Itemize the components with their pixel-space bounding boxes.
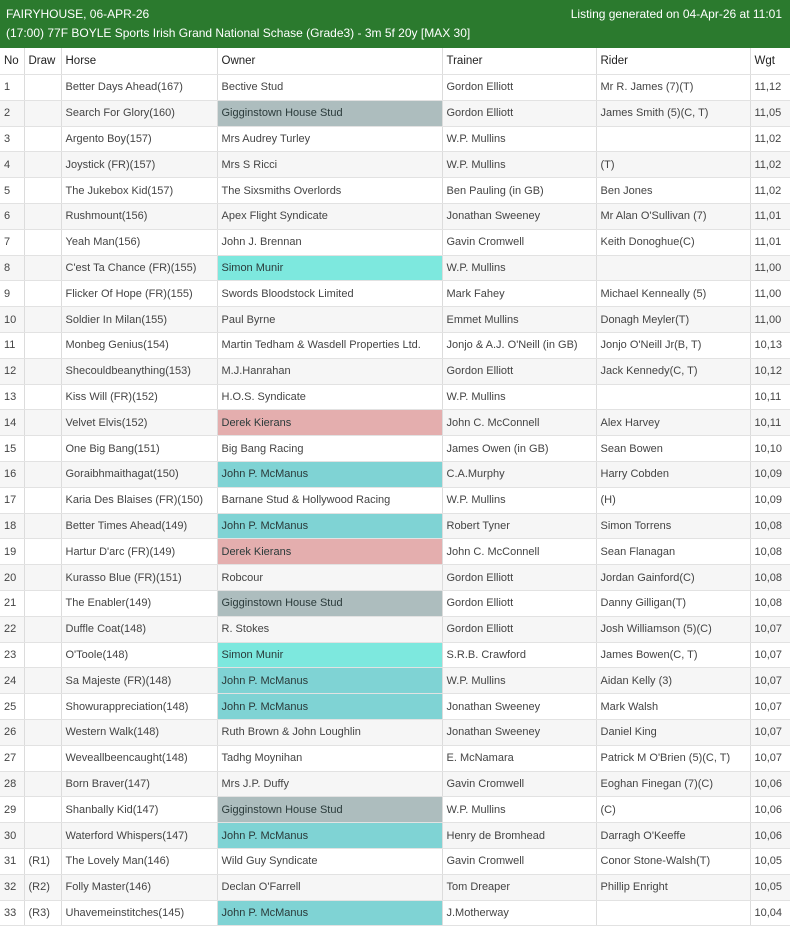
cell-horse: Monbeg Genius(154) [61,332,217,358]
cell-rider: Daniel King [596,719,750,745]
cell-horse: Weveallbeencaught(148) [61,745,217,771]
cell-trainer: Gordon Elliott [442,358,596,384]
cell-rider [596,126,750,152]
table-row[interactable] [0,436,790,462]
cell-draw [24,229,61,255]
cell-horse: Waterford Whispers(147) [61,823,217,849]
table-row[interactable] [0,694,790,720]
cell-draw [24,823,61,849]
cell-no: 7 [0,229,24,255]
cell-trainer: W.P. Mullins [442,126,596,152]
cell-wgt: 10,07 [750,642,790,668]
cell-owner: John P. McManus [217,694,442,720]
cell-wgt: 10,08 [750,590,790,616]
cell-trainer: Emmet Mullins [442,307,596,333]
cell-horse: The Jukebox Kid(157) [61,178,217,204]
table-header-row [0,48,790,75]
cell-no: 15 [0,436,24,462]
cell-draw [24,178,61,204]
cell-trainer: Tom Dreaper [442,874,596,900]
cell-owner: Gigginstown House Stud [217,100,442,126]
cell-owner: Derek Kierans [217,410,442,436]
cell-horse: Karia Des Blaises (FR)(150) [61,487,217,513]
cell-horse: Search For Glory(160) [61,100,217,126]
cell-wgt: 11,00 [750,255,790,281]
cell-horse: Yeah Man(156) [61,229,217,255]
cell-rider: Josh Williamson (5)(C) [596,616,750,642]
cell-no: 21 [0,590,24,616]
cell-wgt: 10,09 [750,461,790,487]
cell-rider: Sean Bowen [596,436,750,462]
cell-owner: Barnane Stud & Hollywood Racing [217,487,442,513]
cell-rider: Jack Kennedy(C, T) [596,358,750,384]
cell-draw [24,126,61,152]
cell-horse: Argento Boy(157) [61,126,217,152]
cell-rider: (C) [596,797,750,823]
cell-rider: (T) [596,152,750,178]
cell-horse: Kurasso Blue (FR)(151) [61,565,217,591]
cell-trainer: W.P. Mullins [442,152,596,178]
cell-no: 25 [0,694,24,720]
table-row[interactable] [0,642,790,668]
cell-owner: Mrs S Ricci [217,152,442,178]
cell-horse: C'est Ta Chance (FR)(155) [61,255,217,281]
cell-rider: Mr Alan O'Sullivan (7) [596,203,750,229]
cell-horse: Soldier In Milan(155) [61,307,217,333]
cell-wgt: 10,11 [750,410,790,436]
table-row[interactable] [0,719,790,745]
cell-wgt: 10,13 [750,332,790,358]
cell-wgt: 10,06 [750,771,790,797]
cell-owner: Ruth Brown & John Loughlin [217,719,442,745]
cell-trainer: W.P. Mullins [442,384,596,410]
cell-trainer: Jonjo & A.J. O'Neill (in GB) [442,332,596,358]
cell-trainer: John C. McConnell [442,539,596,565]
cell-rider: (H) [596,487,750,513]
cell-wgt: 11,02 [750,126,790,152]
cell-wgt: 11,05 [750,100,790,126]
cell-horse: Uhavemeinstitches(145) [61,900,217,926]
table-row[interactable] [0,565,790,591]
column-header-no[interactable]: No [0,48,24,75]
cell-rider [596,900,750,926]
cell-horse: Velvet Elvis(152) [61,410,217,436]
cell-owner: Tadhg Moynihan [217,745,442,771]
table-row[interactable] [0,487,790,513]
cell-no: 20 [0,565,24,591]
cell-draw [24,384,61,410]
cell-rider: Mark Walsh [596,694,750,720]
table-row[interactable] [0,410,790,436]
cell-draw [24,539,61,565]
cell-owner: Swords Bloodstock Limited [217,281,442,307]
cell-horse: O'Toole(148) [61,642,217,668]
cell-owner: Bective Stud [217,75,442,101]
cell-owner: Paul Byrne [217,307,442,333]
cell-no: 28 [0,771,24,797]
cell-draw [24,100,61,126]
cell-wgt: 10,07 [750,694,790,720]
cell-horse: Better Days Ahead(167) [61,75,217,101]
cell-wgt: 10,04 [750,900,790,926]
cell-draw [24,255,61,281]
table-row[interactable] [0,255,790,281]
cell-no: 23 [0,642,24,668]
table-row[interactable] [0,384,790,410]
cell-rider: Keith Donoghue(C) [596,229,750,255]
cell-draw [24,513,61,539]
cell-draw [24,616,61,642]
cell-wgt: 10,06 [750,823,790,849]
cell-no: 19 [0,539,24,565]
cell-horse: Sa Majeste (FR)(148) [61,668,217,694]
table-row[interactable] [0,332,790,358]
cell-no: 22 [0,616,24,642]
cell-draw: (R3) [24,900,61,926]
table-row[interactable] [0,126,790,152]
cell-horse: Western Walk(148) [61,719,217,745]
cell-trainer: S.R.B. Crawford [442,642,596,668]
cell-wgt: 10,08 [750,565,790,591]
cell-horse: Shecouldbeanything(153) [61,358,217,384]
cell-owner: Derek Kierans [217,539,442,565]
cell-no: 16 [0,461,24,487]
cell-rider [596,255,750,281]
cell-rider: Harry Cobden [596,461,750,487]
cell-trainer: Mark Fahey [442,281,596,307]
cell-horse: Showurappreciation(148) [61,694,217,720]
cell-wgt: 11,00 [750,307,790,333]
table-row[interactable] [0,100,790,126]
cell-no: 10 [0,307,24,333]
cell-draw [24,358,61,384]
cell-rider: Jonjo O'Neill Jr(B, T) [596,332,750,358]
cell-draw [24,203,61,229]
race-header [0,0,790,48]
cell-owner: John P. McManus [217,461,442,487]
cell-wgt: 11,02 [750,152,790,178]
cell-no: 3 [0,126,24,152]
cell-owner: The Sixsmiths Overlords [217,178,442,204]
cell-rider: Alex Harvey [596,410,750,436]
cell-owner: H.O.S. Syndicate [217,384,442,410]
cell-horse: Rushmount(156) [61,203,217,229]
cell-trainer: W.P. Mullins [442,668,596,694]
cell-owner: M.J.Hanrahan [217,358,442,384]
cell-owner: Apex Flight Syndicate [217,203,442,229]
cell-trainer: Jonathan Sweeney [442,203,596,229]
cell-rider [596,384,750,410]
cell-trainer: John C. McConnell [442,410,596,436]
table-row[interactable] [0,539,790,565]
race-title: (17:00) 77F BOYLE Sports Irish Grand National Schase (Grade3) - 3m 5f 20y [MAX 30] [6,26,471,40]
cell-draw [24,771,61,797]
cell-owner: Mrs J.P. Duffy [217,771,442,797]
cell-rider: Danny Gilligan(T) [596,590,750,616]
cell-wgt: 10,08 [750,539,790,565]
cell-rider: Simon Torrens [596,513,750,539]
cell-rider: Darragh O'Keeffe [596,823,750,849]
cell-horse: Hartur D'arc (FR)(149) [61,539,217,565]
cell-owner: John P. McManus [217,513,442,539]
table-row[interactable] [0,461,790,487]
cell-rider: Eoghan Finegan (7)(C) [596,771,750,797]
table-row[interactable] [0,178,790,204]
table-row[interactable] [0,848,790,874]
table-row[interactable] [0,513,790,539]
cell-wgt: 10,07 [750,719,790,745]
table-row[interactable] [0,874,790,900]
cell-no: 5 [0,178,24,204]
cell-draw [24,719,61,745]
cell-draw [24,565,61,591]
runners-table [0,48,790,926]
cell-no: 4 [0,152,24,178]
cell-no: 14 [0,410,24,436]
cell-horse: One Big Bang(151) [61,436,217,462]
column-header-rider[interactable]: Rider [596,48,750,75]
cell-trainer: E. McNamara [442,745,596,771]
cell-draw [24,307,61,333]
cell-no: 9 [0,281,24,307]
cell-no: 24 [0,668,24,694]
cell-horse: Born Braver(147) [61,771,217,797]
cell-trainer: Henry de Bromhead [442,823,596,849]
cell-rider: James Bowen(C, T) [596,642,750,668]
cell-no: 17 [0,487,24,513]
cell-no: 33 [0,900,24,926]
cell-wgt: 10,05 [750,848,790,874]
cell-wgt: 10,07 [750,745,790,771]
cell-trainer: Gavin Cromwell [442,848,596,874]
cell-no: 8 [0,255,24,281]
cell-rider: Ben Jones [596,178,750,204]
cell-rider: Sean Flanagan [596,539,750,565]
cell-trainer: Gavin Cromwell [442,771,596,797]
cell-draw [24,75,61,101]
generated-timestamp: Listing generated on 04-Apr-26 at 11:01 [570,7,782,21]
cell-wgt: 10,10 [750,436,790,462]
cell-trainer: Jonathan Sweeney [442,719,596,745]
cell-rider: Mr R. James (7)(T) [596,75,750,101]
table-row[interactable] [0,203,790,229]
cell-no: 12 [0,358,24,384]
cell-draw [24,590,61,616]
cell-no: 32 [0,874,24,900]
table-row[interactable] [0,771,790,797]
table-row[interactable] [0,668,790,694]
cell-trainer: Gordon Elliott [442,75,596,101]
cell-draw [24,797,61,823]
cell-no: 11 [0,332,24,358]
cell-wgt: 11,12 [750,75,790,101]
cell-no: 26 [0,719,24,745]
cell-wgt: 10,12 [750,358,790,384]
cell-draw: (R2) [24,874,61,900]
cell-horse: Goraibhmaithagat(150) [61,461,217,487]
cell-wgt: 10,11 [750,384,790,410]
cell-wgt: 11,00 [750,281,790,307]
cell-rider: James Smith (5)(C, T) [596,100,750,126]
cell-wgt: 10,07 [750,668,790,694]
cell-trainer: W.P. Mullins [442,487,596,513]
column-header-trainer[interactable]: Trainer [442,48,596,75]
cell-owner: Simon Munir [217,642,442,668]
cell-draw [24,410,61,436]
cell-horse: Joystick (FR)(157) [61,152,217,178]
cell-owner: John P. McManus [217,668,442,694]
table-row[interactable] [0,590,790,616]
cell-wgt: 10,07 [750,616,790,642]
cell-owner: John P. McManus [217,823,442,849]
cell-trainer: Gavin Cromwell [442,229,596,255]
cell-wgt: 11,01 [750,229,790,255]
cell-draw [24,668,61,694]
cell-trainer: Ben Pauling (in GB) [442,178,596,204]
cell-rider: Michael Kenneally (5) [596,281,750,307]
cell-no: 27 [0,745,24,771]
cell-owner: John P. McManus [217,900,442,926]
cell-owner: Simon Munir [217,255,442,281]
cell-horse: Shanbally Kid(147) [61,797,217,823]
cell-horse: Kiss Will (FR)(152) [61,384,217,410]
cell-wgt: 10,05 [750,874,790,900]
column-header-draw[interactable]: Draw [24,48,61,75]
cell-owner: Gigginstown House Stud [217,797,442,823]
cell-no: 13 [0,384,24,410]
cell-draw [24,642,61,668]
cell-no: 30 [0,823,24,849]
cell-draw [24,332,61,358]
cell-wgt: 11,02 [750,178,790,204]
cell-horse: Duffle Coat(148) [61,616,217,642]
cell-no: 18 [0,513,24,539]
table-row[interactable] [0,358,790,384]
column-header-owner[interactable]: Owner [217,48,442,75]
table-row[interactable] [0,75,790,101]
table-row[interactable] [0,307,790,333]
cell-wgt: 10,08 [750,513,790,539]
cell-draw [24,152,61,178]
cell-wgt: 11,01 [750,203,790,229]
cell-trainer: Gordon Elliott [442,565,596,591]
table-row[interactable] [0,616,790,642]
cell-owner: John J. Brennan [217,229,442,255]
cell-trainer: W.P. Mullins [442,255,596,281]
column-header-horse[interactable]: Horse [61,48,217,75]
cell-owner: Declan O'Farrell [217,874,442,900]
cell-trainer: Jonathan Sweeney [442,694,596,720]
cell-owner: R. Stokes [217,616,442,642]
cell-owner: Martin Tedham & Wasdell Properties Ltd. [217,332,442,358]
cell-draw [24,461,61,487]
cell-draw [24,745,61,771]
cell-rider: Donagh Meyler(T) [596,307,750,333]
cell-wgt: 10,09 [750,487,790,513]
cell-trainer: Robert Tyner [442,513,596,539]
table-row[interactable] [0,152,790,178]
cell-draw [24,487,61,513]
cell-owner: Robcour [217,565,442,591]
cell-no: 29 [0,797,24,823]
cell-horse: The Enabler(149) [61,590,217,616]
cell-horse: The Lovely Man(146) [61,848,217,874]
cell-rider: Conor Stone-Walsh(T) [596,848,750,874]
cell-no: 31 [0,848,24,874]
cell-horse: Folly Master(146) [61,874,217,900]
cell-owner: Wild Guy Syndicate [217,848,442,874]
cell-trainer: Gordon Elliott [442,590,596,616]
cell-no: 2 [0,100,24,126]
cell-owner: Mrs Audrey Turley [217,126,442,152]
cell-wgt: 10,06 [750,797,790,823]
cell-trainer: Gordon Elliott [442,100,596,126]
cell-rider: Phillip Enright [596,874,750,900]
cell-horse: Better Times Ahead(149) [61,513,217,539]
table-row[interactable] [0,281,790,307]
cell-trainer: W.P. Mullins [442,797,596,823]
meeting-title: FAIRYHOUSE, 06-APR-26 [6,7,150,21]
cell-draw: (R1) [24,848,61,874]
cell-rider: Jordan Gainford(C) [596,565,750,591]
cell-trainer: C.A.Murphy [442,461,596,487]
cell-no: 6 [0,203,24,229]
cell-horse: Flicker Of Hope (FR)(155) [61,281,217,307]
table-row[interactable] [0,229,790,255]
cell-owner: Big Bang Racing [217,436,442,462]
cell-trainer: Gordon Elliott [442,616,596,642]
cell-trainer: J.Motherway [442,900,596,926]
table-row[interactable] [0,823,790,849]
cell-trainer: James Owen (in GB) [442,436,596,462]
table-row[interactable] [0,900,790,926]
cell-rider: Patrick M O'Brien (5)(C, T) [596,745,750,771]
column-header-wgt[interactable]: Wgt [750,48,790,75]
cell-draw [24,694,61,720]
cell-no: 1 [0,75,24,101]
table-row[interactable] [0,745,790,771]
table-row[interactable] [0,797,790,823]
cell-rider: Aidan Kelly (3) [596,668,750,694]
cell-draw [24,281,61,307]
cell-owner: Gigginstown House Stud [217,590,442,616]
cell-draw [24,436,61,462]
